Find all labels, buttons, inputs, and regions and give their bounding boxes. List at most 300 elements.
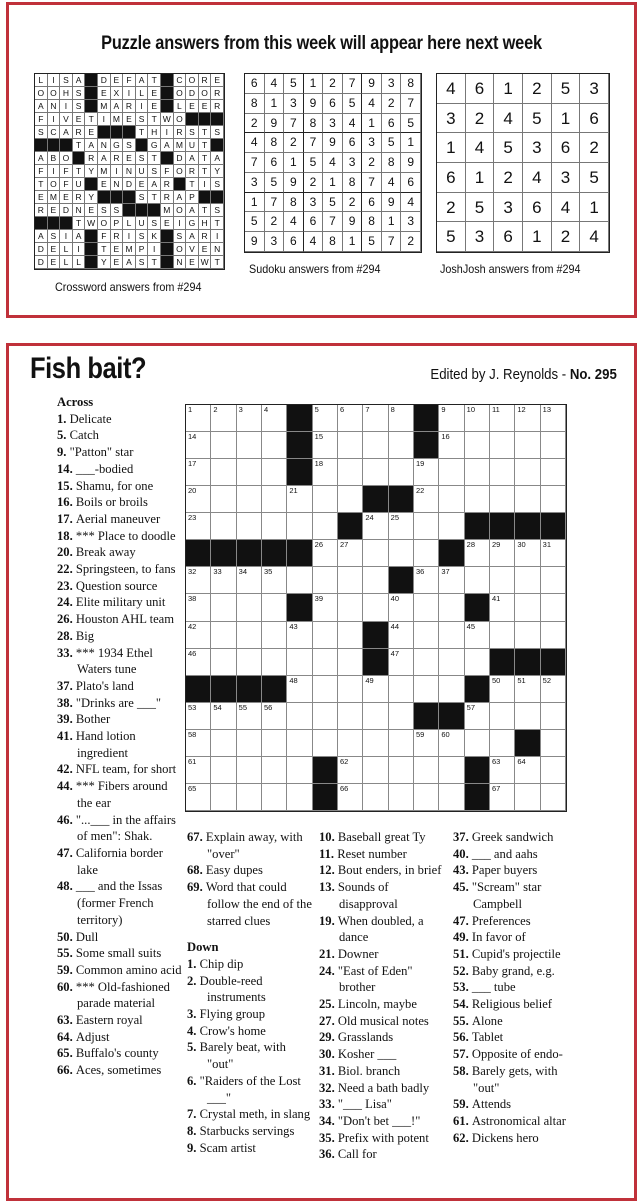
joshjosh-cell: 1 bbox=[437, 133, 466, 163]
answer-square[interactable] bbox=[465, 486, 490, 513]
answer-cell: I bbox=[211, 230, 224, 243]
clue-text: Springsteen, to fans bbox=[75, 562, 176, 577]
answer-square[interactable] bbox=[287, 784, 312, 811]
clue-number: 26. bbox=[57, 612, 76, 627]
answer-square[interactable] bbox=[186, 567, 211, 594]
crossword-grid[interactable] bbox=[185, 404, 567, 812]
sudoku-cell: 6 bbox=[401, 173, 421, 193]
answer-square[interactable] bbox=[287, 513, 312, 540]
answer-square[interactable] bbox=[211, 513, 236, 540]
answer-square[interactable] bbox=[439, 486, 464, 513]
answer-square[interactable] bbox=[515, 594, 540, 621]
answer-square[interactable] bbox=[541, 703, 566, 730]
clue-text: Boils or broils bbox=[75, 495, 148, 510]
clue-number: 54 bbox=[213, 702, 222, 712]
answer-square[interactable] bbox=[237, 622, 262, 649]
answer-square[interactable] bbox=[363, 730, 388, 757]
clue-down bbox=[319, 1080, 447, 1097]
answer-square[interactable] bbox=[313, 486, 338, 513]
answer-square[interactable] bbox=[287, 649, 312, 676]
answer-square[interactable] bbox=[515, 622, 540, 649]
answer-square[interactable] bbox=[262, 567, 287, 594]
answer-square[interactable] bbox=[389, 784, 414, 811]
black-square bbox=[515, 649, 540, 676]
answer-square[interactable] bbox=[490, 676, 515, 703]
sudoku-cell: 8 bbox=[382, 153, 402, 173]
answer-cell: N bbox=[123, 165, 136, 178]
answer-square[interactable] bbox=[338, 486, 363, 513]
answer-square[interactable] bbox=[541, 676, 566, 703]
answer-square[interactable] bbox=[439, 757, 464, 784]
answer-square[interactable] bbox=[338, 594, 363, 621]
clue-across bbox=[57, 444, 182, 461]
answer-cell: R bbox=[35, 204, 48, 217]
answer-square[interactable] bbox=[211, 459, 236, 486]
answer-square[interactable] bbox=[490, 757, 515, 784]
answer-block bbox=[136, 204, 149, 217]
answer-cell: Y bbox=[211, 165, 224, 178]
answer-square[interactable] bbox=[338, 432, 363, 459]
answer-cell: N bbox=[211, 243, 224, 256]
answer-square[interactable] bbox=[363, 757, 388, 784]
answer-square[interactable] bbox=[363, 567, 388, 594]
answer-square[interactable] bbox=[389, 703, 414, 730]
sudoku-cell: 5 bbox=[382, 133, 402, 153]
answer-square[interactable] bbox=[262, 432, 287, 459]
answer-cell: N bbox=[48, 100, 61, 113]
answer-square[interactable] bbox=[414, 757, 439, 784]
answer-square[interactable] bbox=[439, 730, 464, 757]
answer-square[interactable] bbox=[211, 594, 236, 621]
answer-square[interactable] bbox=[439, 622, 464, 649]
answer-square[interactable] bbox=[338, 459, 363, 486]
answer-square[interactable] bbox=[237, 757, 262, 784]
answer-square[interactable] bbox=[287, 757, 312, 784]
answer-square[interactable] bbox=[262, 784, 287, 811]
answer-square[interactable] bbox=[541, 486, 566, 513]
answer-square[interactable] bbox=[439, 676, 464, 703]
answer-square[interactable] bbox=[211, 757, 236, 784]
sudoku-cell: 7 bbox=[265, 193, 285, 213]
answer-cell: P bbox=[111, 217, 124, 230]
sudoku-cell: 8 bbox=[245, 94, 265, 114]
clue-text: ___ tube bbox=[471, 980, 516, 995]
answer-square[interactable] bbox=[313, 567, 338, 594]
answer-square[interactable] bbox=[389, 649, 414, 676]
answer-square[interactable] bbox=[338, 784, 363, 811]
answer-square[interactable] bbox=[490, 622, 515, 649]
answer-cell: N bbox=[111, 178, 124, 191]
clue-across bbox=[57, 929, 182, 946]
answer-square[interactable] bbox=[211, 649, 236, 676]
answer-block bbox=[211, 139, 224, 152]
answer-square[interactable] bbox=[237, 513, 262, 540]
clue-number: 63. bbox=[57, 1013, 76, 1028]
answer-cell: O bbox=[48, 178, 61, 191]
answer-square[interactable] bbox=[287, 567, 312, 594]
answer-square[interactable] bbox=[313, 649, 338, 676]
answer-square[interactable] bbox=[490, 405, 515, 432]
clue-number: 28. bbox=[57, 628, 76, 643]
joshjosh-cell: 3 bbox=[580, 74, 609, 104]
answer-square[interactable] bbox=[186, 649, 211, 676]
answer-square[interactable] bbox=[414, 513, 439, 540]
answer-cell: A bbox=[35, 152, 48, 165]
answer-square[interactable] bbox=[389, 405, 414, 432]
black-square bbox=[237, 676, 262, 703]
answer-square[interactable] bbox=[515, 432, 540, 459]
answer-square[interactable] bbox=[186, 432, 211, 459]
answer-square[interactable] bbox=[541, 730, 566, 757]
sudoku-cell: 3 bbox=[265, 232, 285, 252]
clue-text: "Raiders of the Lost ___" bbox=[199, 1073, 301, 1105]
answer-square[interactable] bbox=[465, 540, 490, 567]
answer-square[interactable] bbox=[414, 486, 439, 513]
answer-square[interactable] bbox=[287, 622, 312, 649]
joshjosh-cell: 4 bbox=[437, 74, 466, 104]
answer-square[interactable] bbox=[389, 540, 414, 567]
answer-cell: L bbox=[60, 243, 73, 256]
clue-number: 27 bbox=[340, 540, 349, 550]
answer-square[interactable] bbox=[186, 757, 211, 784]
answer-square[interactable] bbox=[465, 567, 490, 594]
sudoku-cell: 5 bbox=[245, 212, 265, 232]
answer-square[interactable] bbox=[287, 703, 312, 730]
answer-square[interactable] bbox=[439, 432, 464, 459]
clue-down bbox=[319, 1146, 447, 1163]
answer-cell: E bbox=[186, 100, 199, 113]
answer-square[interactable] bbox=[439, 567, 464, 594]
answer-square[interactable] bbox=[541, 405, 566, 432]
answer-square[interactable] bbox=[338, 567, 363, 594]
black-square bbox=[490, 649, 515, 676]
answer-square[interactable] bbox=[363, 594, 388, 621]
clue-number: 52 bbox=[542, 675, 551, 685]
answer-square[interactable] bbox=[490, 730, 515, 757]
black-square bbox=[287, 594, 312, 621]
answer-square[interactable] bbox=[465, 432, 490, 459]
answer-square[interactable] bbox=[186, 703, 211, 730]
answer-square[interactable] bbox=[389, 622, 414, 649]
answer-square[interactable] bbox=[439, 405, 464, 432]
answer-square[interactable] bbox=[186, 784, 211, 811]
answer-square[interactable] bbox=[541, 757, 566, 784]
answer-square[interactable] bbox=[262, 622, 287, 649]
answer-square[interactable] bbox=[313, 594, 338, 621]
answer-square[interactable] bbox=[541, 567, 566, 594]
answer-cell: O bbox=[174, 113, 187, 126]
black-square bbox=[262, 676, 287, 703]
answer-square[interactable] bbox=[338, 622, 363, 649]
answer-square[interactable] bbox=[515, 567, 540, 594]
answer-square[interactable] bbox=[414, 594, 439, 621]
answer-square[interactable] bbox=[439, 594, 464, 621]
answer-square[interactable] bbox=[414, 567, 439, 594]
clue-text: Bother bbox=[75, 712, 111, 727]
sudoku-cell: 5 bbox=[362, 232, 382, 252]
answer-square[interactable] bbox=[262, 649, 287, 676]
answer-cell: S bbox=[211, 204, 224, 217]
answer-square[interactable] bbox=[313, 703, 338, 730]
answer-square[interactable] bbox=[313, 730, 338, 757]
sudoku-cell: 3 bbox=[245, 173, 265, 193]
answer-square[interactable] bbox=[541, 432, 566, 459]
clue-across bbox=[57, 511, 182, 528]
answer-square[interactable] bbox=[338, 649, 363, 676]
answer-cell: A bbox=[60, 126, 73, 139]
answer-cell: R bbox=[186, 165, 199, 178]
answer-square[interactable] bbox=[262, 594, 287, 621]
clue-number: 67 bbox=[492, 783, 501, 793]
answer-square[interactable] bbox=[541, 540, 566, 567]
answer-square[interactable] bbox=[363, 703, 388, 730]
answer-square[interactable] bbox=[515, 757, 540, 784]
answer-cell: O bbox=[174, 165, 187, 178]
black-square bbox=[490, 513, 515, 540]
sudoku-cell: 6 bbox=[284, 232, 304, 252]
answer-cell: S bbox=[211, 178, 224, 191]
clue-column-3 bbox=[319, 829, 447, 1163]
answer-square[interactable] bbox=[313, 432, 338, 459]
answer-square[interactable] bbox=[515, 459, 540, 486]
joshjosh-cell: 4 bbox=[552, 193, 581, 223]
answer-square[interactable] bbox=[186, 594, 211, 621]
answer-square[interactable] bbox=[237, 649, 262, 676]
answer-square[interactable] bbox=[186, 622, 211, 649]
clue-number: 5. bbox=[57, 428, 70, 443]
answer-square[interactable] bbox=[287, 486, 312, 513]
answer-square[interactable] bbox=[313, 676, 338, 703]
answer-square[interactable] bbox=[389, 513, 414, 540]
black-square bbox=[211, 540, 236, 567]
answer-square[interactable] bbox=[465, 459, 490, 486]
clue-down bbox=[453, 913, 583, 930]
answer-cell: F bbox=[123, 74, 136, 87]
sudoku-cell: 5 bbox=[401, 114, 421, 134]
answer-square[interactable] bbox=[211, 567, 236, 594]
black-square bbox=[262, 540, 287, 567]
answer-square[interactable] bbox=[439, 513, 464, 540]
answer-square[interactable] bbox=[237, 459, 262, 486]
answer-cell: A bbox=[174, 191, 187, 204]
clue-text: Biol. branch bbox=[337, 1063, 401, 1078]
clue-number: 46 bbox=[188, 648, 197, 658]
answer-cell: W bbox=[199, 256, 212, 269]
answer-square[interactable] bbox=[439, 459, 464, 486]
answer-square[interactable] bbox=[414, 622, 439, 649]
clue-number: 64. bbox=[57, 1029, 76, 1044]
answer-square[interactable] bbox=[490, 567, 515, 594]
answer-square[interactable] bbox=[338, 730, 363, 757]
answer-cell: T bbox=[199, 165, 212, 178]
joshjosh-cell: 3 bbox=[466, 222, 495, 252]
clue-text: Double-reed instruments bbox=[199, 973, 266, 1005]
clue-text: Crow's home bbox=[199, 1023, 266, 1038]
answer-square[interactable] bbox=[363, 459, 388, 486]
answer-cell: E bbox=[123, 152, 136, 165]
answer-cell: A bbox=[161, 139, 174, 152]
clue-number: 37. bbox=[453, 830, 472, 844]
answer-square[interactable] bbox=[262, 486, 287, 513]
answer-square[interactable] bbox=[211, 486, 236, 513]
answer-square[interactable] bbox=[211, 730, 236, 757]
answer-square[interactable] bbox=[490, 594, 515, 621]
answer-square[interactable] bbox=[211, 622, 236, 649]
answer-square[interactable] bbox=[439, 649, 464, 676]
answer-square[interactable] bbox=[363, 432, 388, 459]
sudoku-cell: 7 bbox=[323, 212, 343, 232]
answer-square[interactable] bbox=[389, 676, 414, 703]
answer-square[interactable] bbox=[515, 540, 540, 567]
answer-square[interactable] bbox=[465, 703, 490, 730]
clue-number: 6 bbox=[340, 405, 345, 414]
answer-square[interactable] bbox=[414, 649, 439, 676]
answer-square[interactable] bbox=[211, 405, 236, 432]
joshjosh-cell: 1 bbox=[552, 104, 581, 134]
answer-square[interactable] bbox=[465, 649, 490, 676]
answer-square[interactable] bbox=[515, 703, 540, 730]
answer-square[interactable] bbox=[465, 405, 490, 432]
clue-across bbox=[57, 461, 182, 478]
answer-square[interactable] bbox=[414, 730, 439, 757]
answer-square[interactable] bbox=[338, 757, 363, 784]
answer-square[interactable] bbox=[414, 540, 439, 567]
answer-cell: E bbox=[60, 191, 73, 204]
answer-square[interactable] bbox=[338, 676, 363, 703]
answer-square[interactable] bbox=[490, 784, 515, 811]
clue-down bbox=[319, 946, 447, 963]
clue-number: 42. bbox=[57, 762, 76, 777]
clue-text: ___ and the Issas (former French territory) bbox=[75, 879, 163, 927]
clue-number: 41. bbox=[57, 729, 76, 744]
answer-square[interactable] bbox=[186, 730, 211, 757]
answer-square[interactable] bbox=[389, 757, 414, 784]
answer-square[interactable] bbox=[211, 703, 236, 730]
sudoku-cell: 1 bbox=[343, 232, 363, 252]
answer-square[interactable] bbox=[287, 730, 312, 757]
sudoku-cell: 9 bbox=[382, 193, 402, 213]
answer-square[interactable] bbox=[541, 594, 566, 621]
answer-square[interactable] bbox=[338, 540, 363, 567]
answer-square[interactable] bbox=[515, 486, 540, 513]
black-square bbox=[287, 540, 312, 567]
black-square bbox=[287, 405, 312, 432]
clue-number: 35 bbox=[264, 567, 273, 577]
answer-square[interactable] bbox=[439, 784, 464, 811]
answer-square[interactable] bbox=[211, 784, 236, 811]
clue-text: Attends bbox=[471, 1097, 512, 1112]
answer-square[interactable] bbox=[237, 784, 262, 811]
answer-square[interactable] bbox=[237, 594, 262, 621]
answer-square[interactable] bbox=[313, 622, 338, 649]
clue-across bbox=[57, 979, 182, 1012]
answer-square[interactable] bbox=[363, 540, 388, 567]
answer-square[interactable] bbox=[490, 486, 515, 513]
answer-square[interactable] bbox=[237, 432, 262, 459]
answer-cell: S bbox=[136, 152, 149, 165]
answer-square[interactable] bbox=[237, 405, 262, 432]
answer-cell: E bbox=[98, 87, 111, 100]
answer-cell: E bbox=[111, 74, 124, 87]
answer-square[interactable] bbox=[515, 405, 540, 432]
answer-square[interactable] bbox=[363, 676, 388, 703]
clue-number: 7 bbox=[365, 405, 370, 414]
answer-square[interactable] bbox=[237, 486, 262, 513]
answer-cell: E bbox=[136, 178, 149, 191]
clue-across bbox=[57, 695, 182, 712]
clue-number: 2. bbox=[187, 973, 200, 988]
answer-square[interactable] bbox=[541, 459, 566, 486]
answer-square[interactable] bbox=[313, 540, 338, 567]
answer-square[interactable] bbox=[363, 784, 388, 811]
answer-square[interactable] bbox=[186, 486, 211, 513]
answer-square[interactable] bbox=[515, 784, 540, 811]
answer-square[interactable] bbox=[490, 540, 515, 567]
answer-square[interactable] bbox=[541, 622, 566, 649]
answer-square[interactable] bbox=[262, 703, 287, 730]
answer-square[interactable] bbox=[237, 703, 262, 730]
black-square bbox=[313, 784, 338, 811]
answer-square[interactable] bbox=[414, 459, 439, 486]
answer-square[interactable] bbox=[490, 432, 515, 459]
answer-cell: I bbox=[199, 178, 212, 191]
answer-square[interactable] bbox=[389, 594, 414, 621]
answer-square[interactable] bbox=[262, 513, 287, 540]
clue-text: "___ Lisa" bbox=[337, 1097, 392, 1112]
answer-square[interactable] bbox=[515, 676, 540, 703]
answer-square[interactable] bbox=[389, 459, 414, 486]
answer-square[interactable] bbox=[313, 513, 338, 540]
answer-cell: E bbox=[199, 100, 212, 113]
answer-cell: O bbox=[35, 87, 48, 100]
clue-number: 9. bbox=[187, 1140, 200, 1155]
answer-square[interactable] bbox=[541, 784, 566, 811]
answer-block bbox=[161, 230, 174, 243]
answer-square[interactable] bbox=[237, 730, 262, 757]
answer-square[interactable] bbox=[186, 405, 211, 432]
answer-square[interactable] bbox=[490, 703, 515, 730]
answer-square[interactable] bbox=[262, 757, 287, 784]
clue-text: Question source bbox=[75, 578, 158, 593]
answer-square[interactable] bbox=[465, 730, 490, 757]
answer-square[interactable] bbox=[313, 459, 338, 486]
answer-square[interactable] bbox=[465, 622, 490, 649]
answer-square[interactable] bbox=[363, 513, 388, 540]
answer-cell: A bbox=[35, 100, 48, 113]
clue-number: 19. bbox=[319, 913, 338, 928]
answer-square[interactable] bbox=[211, 432, 236, 459]
answer-square[interactable] bbox=[262, 405, 287, 432]
answer-cell: I bbox=[148, 243, 161, 256]
answer-square[interactable] bbox=[262, 459, 287, 486]
answer-square[interactable] bbox=[186, 459, 211, 486]
answer-square[interactable] bbox=[414, 784, 439, 811]
answer-square[interactable] bbox=[237, 567, 262, 594]
answer-square[interactable] bbox=[262, 730, 287, 757]
answer-square[interactable] bbox=[389, 432, 414, 459]
answer-cell: M bbox=[111, 113, 124, 126]
answer-square[interactable] bbox=[414, 676, 439, 703]
answer-square[interactable] bbox=[186, 513, 211, 540]
answer-square[interactable] bbox=[490, 459, 515, 486]
answer-square[interactable] bbox=[389, 730, 414, 757]
answer-square[interactable] bbox=[338, 405, 363, 432]
answer-square[interactable] bbox=[287, 676, 312, 703]
answer-square[interactable] bbox=[313, 405, 338, 432]
answer-square[interactable] bbox=[338, 703, 363, 730]
answer-square[interactable] bbox=[363, 405, 388, 432]
answer-cell: L bbox=[136, 87, 149, 100]
